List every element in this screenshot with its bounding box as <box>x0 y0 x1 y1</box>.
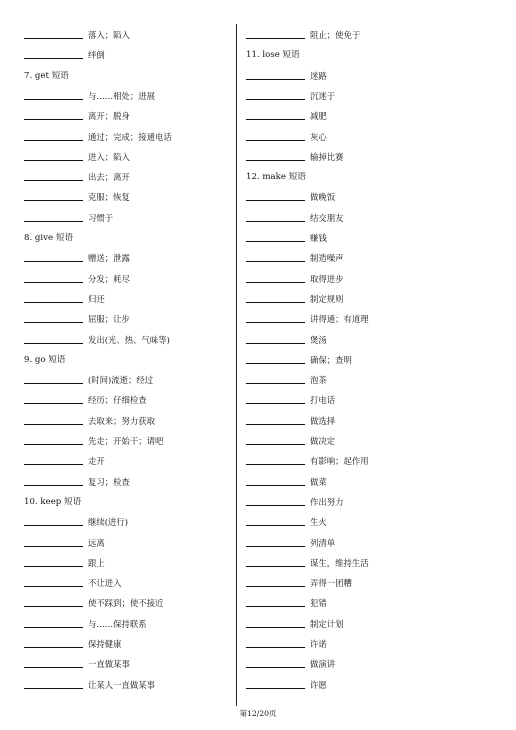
answer-blank[interactable] <box>246 353 305 364</box>
phrase-item <box>246 109 327 123</box>
answer-blank[interactable] <box>246 617 305 628</box>
answer-blank[interactable] <box>246 414 305 425</box>
answer-blank[interactable] <box>246 454 305 465</box>
section-heading: 12. make 短语 <box>246 172 306 183</box>
phrase-meaning: 犯错 <box>310 598 327 609</box>
phrase-meaning: 与……保持联系 <box>88 618 147 629</box>
answer-blank[interactable] <box>24 109 83 120</box>
phrase-meaning: 取得进步 <box>310 273 344 284</box>
phrase-meaning: 输掉比赛 <box>310 151 344 162</box>
phrase-item <box>246 150 344 164</box>
phrase-item <box>246 333 327 347</box>
phrase-item <box>246 292 344 306</box>
phrase-item <box>246 312 369 326</box>
phrase-meaning: 进入；陷入 <box>88 151 130 162</box>
answer-blank[interactable] <box>246 109 305 120</box>
answer-blank[interactable] <box>24 556 83 567</box>
phrase-item <box>24 617 147 631</box>
phrase-meaning: 跟上 <box>88 557 105 568</box>
phrase-item <box>24 637 122 651</box>
answer-blank[interactable] <box>246 475 305 486</box>
phrase-item <box>246 637 327 651</box>
phrase-item <box>246 495 344 509</box>
phrase-item <box>24 576 122 590</box>
answer-blank[interactable] <box>246 251 305 262</box>
answer-blank[interactable] <box>24 211 83 222</box>
answer-blank[interactable] <box>246 211 305 222</box>
phrase-meaning: 有影响；起作用 <box>310 456 369 467</box>
phrase-meaning: 使不踩到；使不接近 <box>88 598 164 609</box>
phrase-item <box>24 373 153 387</box>
phrase-meaning: 远离 <box>88 537 105 548</box>
phrase-item <box>246 130 327 144</box>
phrase-meaning: 做演讲 <box>310 659 336 670</box>
phrase-item <box>246 596 327 610</box>
answer-blank[interactable] <box>246 556 305 567</box>
phrase-item <box>24 333 170 347</box>
phrase-item <box>24 130 172 144</box>
phrase-meaning: 绊倒 <box>88 50 105 61</box>
phrase-meaning: 确保；查明 <box>310 354 352 365</box>
answer-blank[interactable] <box>24 475 83 486</box>
column-divider <box>236 24 237 706</box>
answer-blank[interactable] <box>24 454 83 465</box>
answer-blank[interactable] <box>246 637 305 648</box>
answer-blank[interactable] <box>24 292 83 303</box>
phrase-meaning: 习惯于 <box>88 212 114 223</box>
phrase-item <box>246 678 327 692</box>
phrase-item <box>24 28 130 42</box>
phrase-item <box>246 353 352 367</box>
phrase-item <box>246 231 327 245</box>
answer-blank[interactable] <box>24 678 83 689</box>
phrase-item <box>24 272 130 286</box>
page-number: 第12/20页 <box>239 709 277 718</box>
phrase-meaning: 讲得通；有道理 <box>310 314 369 325</box>
phrase-meaning: 屈服；让步 <box>88 314 130 325</box>
answer-blank[interactable] <box>24 170 83 181</box>
phrase-meaning: 作出努力 <box>310 496 344 507</box>
phrase-meaning: 煲汤 <box>310 334 327 345</box>
phrase-item <box>24 536 105 550</box>
phrase-meaning: 减肥 <box>310 111 327 122</box>
answer-blank[interactable] <box>246 312 305 323</box>
answer-blank[interactable] <box>246 150 305 161</box>
answer-blank[interactable] <box>246 373 305 384</box>
phrase-meaning: 发出(光、热、气味等) <box>88 334 170 345</box>
phrase-meaning: 泡茶 <box>310 375 327 386</box>
phrase-item <box>246 272 344 286</box>
answer-blank[interactable] <box>24 333 83 344</box>
answer-blank[interactable] <box>246 678 305 689</box>
phrase-item <box>246 475 327 489</box>
answer-blank[interactable] <box>24 536 83 547</box>
phrase-meaning: 弄得一团糟 <box>310 578 352 589</box>
answer-blank[interactable] <box>24 251 83 262</box>
phrase-item <box>246 434 335 448</box>
phrase-meaning: 复习；检查 <box>88 476 130 487</box>
answer-blank[interactable] <box>24 312 83 323</box>
answer-blank[interactable] <box>246 576 305 587</box>
phrase-item <box>24 211 113 225</box>
phrase-item <box>246 576 352 590</box>
phrase-meaning: 继续(进行) <box>88 517 129 528</box>
phrase-meaning: 先走；开始干；请吧 <box>88 436 164 446</box>
phrase-item <box>24 657 130 671</box>
phrase-item <box>24 109 130 123</box>
answer-blank[interactable] <box>24 130 83 141</box>
phrase-item <box>246 393 335 407</box>
answer-blank[interactable] <box>24 596 83 607</box>
answer-blank[interactable] <box>24 190 83 201</box>
phrase-item <box>246 211 344 225</box>
answer-blank[interactable] <box>246 536 305 547</box>
phrase-meaning: 做选择 <box>310 415 336 426</box>
phrase-meaning: 通过；完成；接通电话 <box>88 131 172 142</box>
phrase-item <box>24 292 105 306</box>
answer-blank[interactable] <box>24 150 83 161</box>
phrase-item <box>246 69 327 83</box>
phrase-meaning: 迷路 <box>310 70 327 81</box>
phrase-meaning: 赠送；泄露 <box>88 253 130 264</box>
phrase-meaning: 结交朋友 <box>310 212 344 223</box>
phrase-item <box>24 393 147 407</box>
phrase-meaning: 做决定 <box>310 436 336 446</box>
section-heading: 9. go 短语 <box>24 354 66 365</box>
answer-blank[interactable] <box>246 89 305 100</box>
answer-blank[interactable] <box>246 292 305 303</box>
answer-blank[interactable] <box>246 272 305 283</box>
answer-blank[interactable] <box>246 657 305 668</box>
answer-blank[interactable] <box>24 515 83 526</box>
phrase-item <box>246 515 327 529</box>
answer-blank[interactable] <box>24 576 83 587</box>
answer-blank[interactable] <box>246 596 305 607</box>
phrase-meaning: 赚钱 <box>310 233 327 243</box>
phrase-meaning: 灰心 <box>310 131 327 142</box>
phrase-item <box>246 373 327 387</box>
phrase-item <box>246 454 369 468</box>
answer-blank[interactable] <box>246 333 305 344</box>
answer-blank[interactable] <box>24 28 83 39</box>
phrase-meaning: 生火 <box>310 517 327 528</box>
phrase-item <box>24 190 130 204</box>
phrase-item <box>24 596 163 610</box>
phrase-meaning: 阻止；使免于 <box>310 30 361 40</box>
phrase-item <box>24 678 155 692</box>
answer-blank[interactable] <box>246 434 305 445</box>
phrase-meaning: 许诺 <box>310 639 327 649</box>
answer-blank[interactable] <box>24 89 83 100</box>
phrase-item <box>24 454 105 468</box>
phrase-meaning: 一直做某事 <box>88 659 130 670</box>
section-heading: 10. keep 短语 <box>24 496 82 507</box>
phrase-meaning: 落入；陷入 <box>88 30 130 40</box>
answer-blank[interactable] <box>24 657 83 668</box>
phrase-meaning: 做晚饭 <box>310 192 336 203</box>
phrase-meaning: 出去；离开 <box>88 172 130 183</box>
answer-blank[interactable] <box>24 414 83 425</box>
phrase-meaning: 与……相处；进展 <box>88 90 155 101</box>
phrase-item <box>24 89 155 103</box>
phrase-item <box>246 28 360 42</box>
answer-blank[interactable] <box>246 130 305 141</box>
phrase-meaning: 沉迷于 <box>310 90 336 101</box>
phrase-meaning: 制定计划 <box>310 618 344 629</box>
phrase-item <box>24 170 130 184</box>
phrase-meaning: (时间)流逝；经过 <box>88 375 154 386</box>
phrase-meaning: 谋生，维持生活 <box>310 557 369 568</box>
phrase-item <box>246 414 335 428</box>
answer-blank[interactable] <box>24 617 83 628</box>
answer-blank[interactable] <box>24 48 83 59</box>
phrase-meaning: 离开；脱身 <box>88 111 130 122</box>
phrase-item <box>24 515 128 529</box>
phrase-item <box>246 657 335 671</box>
phrase-meaning: 归还 <box>88 293 105 304</box>
section-heading: 11. lose 短语 <box>246 50 300 61</box>
phrase-meaning: 不让进入 <box>88 578 122 589</box>
phrase-item <box>246 556 369 570</box>
section-heading: 7. get 短语 <box>24 70 69 81</box>
phrase-item <box>24 251 130 265</box>
phrase-item <box>24 312 130 326</box>
section-heading: 8. give 短语 <box>24 233 74 243</box>
phrase-item <box>246 617 344 631</box>
phrase-item <box>24 475 130 489</box>
phrase-meaning: 克服；恢复 <box>88 192 130 203</box>
phrase-meaning: 经历；仔细检查 <box>88 395 147 406</box>
phrase-item <box>246 89 335 103</box>
answer-blank[interactable] <box>246 515 305 526</box>
phrase-meaning: 打电话 <box>310 395 336 406</box>
phrase-meaning: 走开 <box>88 456 105 467</box>
phrase-meaning: 让某人一直做某事 <box>88 679 155 690</box>
answer-blank[interactable] <box>24 637 83 648</box>
phrase-meaning: 去取来；努力获取 <box>88 415 155 426</box>
phrase-item <box>24 48 105 62</box>
answer-blank[interactable] <box>24 272 83 283</box>
phrase-meaning: 保持健康 <box>88 639 122 649</box>
answer-blank[interactable] <box>24 373 83 384</box>
phrase-item <box>24 556 105 570</box>
phrase-meaning: 制造噪声 <box>310 253 344 264</box>
answer-blank[interactable] <box>246 231 305 242</box>
answer-blank[interactable] <box>246 69 305 80</box>
phrase-meaning: 列清单 <box>310 537 336 548</box>
phrase-item <box>24 150 130 164</box>
phrase-meaning: 分发；耗尽 <box>88 273 130 284</box>
phrase-item <box>246 251 344 265</box>
answer-blank[interactable] <box>246 495 305 506</box>
phrase-meaning: 许愿 <box>310 679 327 690</box>
phrase-item <box>24 414 155 428</box>
answer-blank[interactable] <box>246 190 305 201</box>
phrase-item <box>246 190 335 204</box>
phrase-meaning: 做菜 <box>310 476 327 487</box>
answer-blank[interactable] <box>246 393 305 404</box>
phrase-item <box>246 536 335 550</box>
phrase-item <box>24 434 163 448</box>
answer-blank[interactable] <box>24 393 83 404</box>
phrase-meaning: 制定规则 <box>310 293 344 304</box>
answer-blank[interactable] <box>246 28 305 39</box>
answer-blank[interactable] <box>24 434 83 445</box>
